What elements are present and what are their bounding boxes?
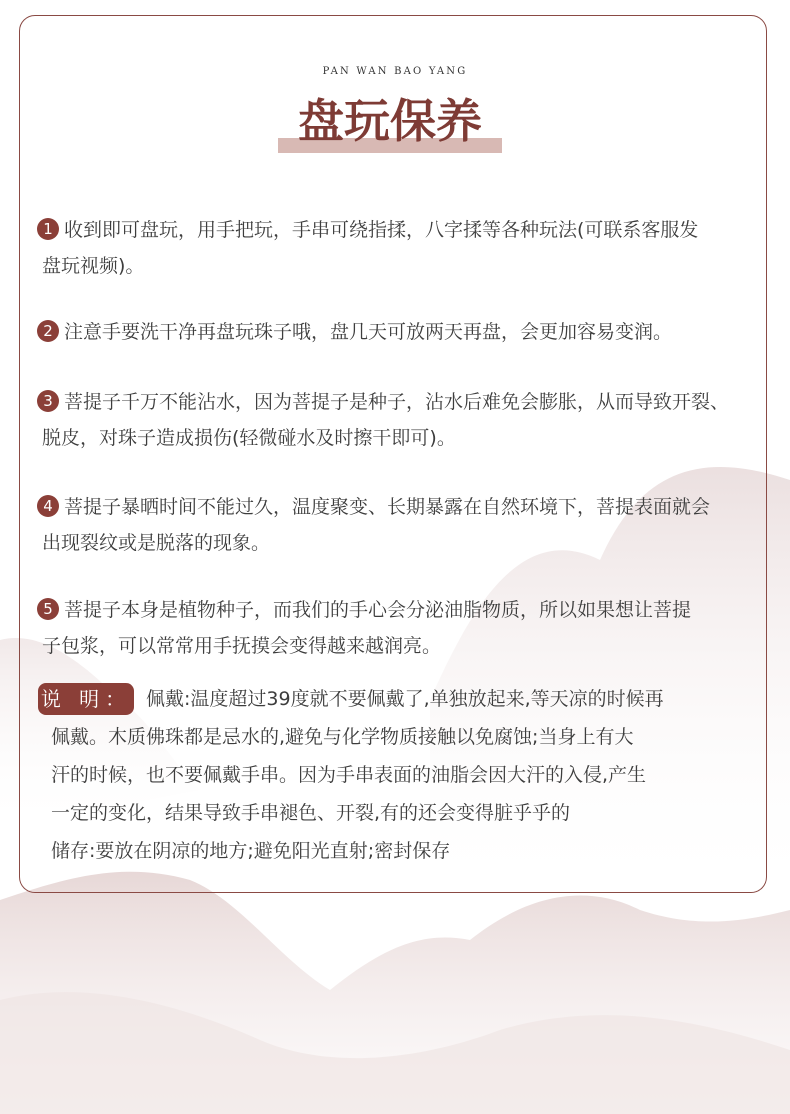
item-text-line: 脱皮，对珠子造成损伤(轻微碰水及时擦干即可)。 [42, 427, 456, 449]
care-item-2 [37, 314, 767, 350]
note-text-line: 一定的变化，结果导致手串褪色、开裂,有的还会变得脏乎乎的 [51, 802, 571, 824]
number-badge: 3 [37, 390, 59, 412]
item-text-line: 收到即可盘玩，用手把玩，手串可绕指揉，八字揉等各种玩法(可联系客服发 [64, 219, 699, 241]
care-item-5 [37, 592, 767, 664]
item-text-line: 菩提子千万不能沾水，因为菩提子是种子，沾水后难免会膨胀，从而导致开裂、 [64, 391, 730, 413]
number-badge: 5 [37, 598, 59, 620]
note-text-line: 佩戴:温度超过39度就不要佩戴了,单独放起来,等天凉的时候再 [146, 688, 664, 710]
care-item-1 [37, 212, 767, 284]
note-text-line: 汗的时候，也不要佩戴手串。因为手串表面的油脂会因大汗的入侵,产生 [51, 764, 647, 786]
page-title: 盘玩保养 [298, 94, 482, 148]
item-text-line: 菩提子本身是植物种子，而我们的手心会分泌油脂物质，所以如果想让菩提 [64, 599, 692, 621]
page-subtitle: PAN WAN BAO YANG [322, 66, 468, 77]
item-text-line: 子包浆，可以常常用手抚摸会变得越来越润亮。 [42, 635, 442, 657]
note-text-line: 储存:要放在阴凉的地方;避免阳光直射;密封保存 [51, 840, 451, 862]
item-text-line: 菩提子暴晒时间不能过久，温度聚变、长期暴露在自然环境下，菩提表面就会 [64, 496, 711, 518]
number-badge: 2 [37, 320, 59, 342]
note-text-line: 佩戴。木质佛珠都是忌水的,避免与化学物质接触以免腐蚀;当身上有大 [51, 726, 634, 748]
care-item-3 [37, 384, 767, 456]
number-badge: 4 [37, 495, 59, 517]
note-label-badge: 说 明： [38, 683, 134, 715]
item-text-line: 注意手要洗干净再盘玩珠子哦，盘几天可放两天再盘，会更加容易变润。 [64, 321, 673, 343]
item-text-line: 盘玩视频)。 [42, 255, 145, 277]
title-block [278, 90, 502, 156]
number-badge: 1 [37, 218, 59, 240]
care-item-4 [37, 489, 767, 561]
item-text-line: 出现裂纹或是脱落的现象。 [42, 532, 271, 554]
